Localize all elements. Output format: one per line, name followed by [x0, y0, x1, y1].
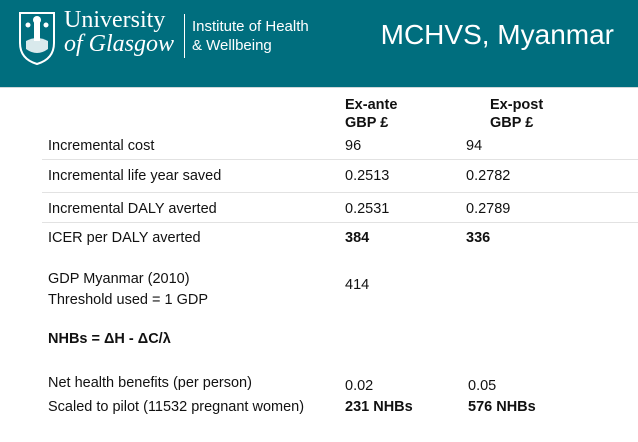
row-label-incremental-cost: Incremental cost [48, 138, 155, 154]
row-divider [42, 159, 638, 160]
header-divider [0, 87, 638, 88]
ex-post-net-health-benefits: 0.05 [468, 378, 497, 394]
ex-post-scaled-to-pilot: 576 NHBs [468, 399, 536, 415]
university-name-line2: of Glasgow [64, 31, 175, 57]
logo-divider [184, 14, 185, 58]
row-label-scaled-to-pilot: Scaled to pilot (11532 pregnant women) [48, 399, 305, 415]
row-label-life-year-saved: Incremental life year saved [48, 168, 222, 184]
ex-ante-net-health-benefits: 0.02 [345, 378, 374, 394]
row-label-icer: ICER per DALY averted [48, 230, 201, 246]
ex-ante-header-line2: GBP £ [345, 115, 389, 131]
ex-ante-incremental-cost: 96 [345, 138, 362, 154]
row-divider [42, 192, 638, 193]
row-label-net-health-benefits: Net health benefits (per person) [48, 375, 252, 391]
threshold-label: Threshold used = 1 GDP [48, 292, 208, 308]
row-label-daly-averted: Incremental DALY averted [48, 201, 217, 217]
slide-header [0, 0, 638, 87]
ex-post-daly-averted: 0.2789 [466, 201, 511, 217]
ex-ante-header-line1: Ex-ante [345, 97, 398, 113]
ex-post-life-year-saved: 0.2782 [466, 168, 511, 184]
ex-post-header-line1: Ex-post [490, 97, 544, 113]
ex-ante-daly-averted: 0.2531 [345, 201, 390, 217]
institute-name-line2: & Wellbeing [192, 37, 272, 54]
university-name-line1: University [64, 7, 166, 33]
nhb-formula: NHBs = ΔH - ΔC/λ [48, 331, 171, 347]
gdp-label: GDP Myanmar (2010) [48, 271, 190, 287]
slide-title: MCHVS, Myanmar [380, 19, 614, 50]
shield-icon [18, 11, 56, 65]
ex-ante-scaled-to-pilot: 231 NHBs [345, 399, 413, 415]
ex-ante-icer: 384 [345, 230, 370, 246]
ex-ante-life-year-saved: 0.2513 [345, 168, 390, 184]
row-divider [42, 222, 638, 223]
ex-post-icer: 336 [466, 230, 491, 246]
university-logo [10, 6, 345, 78]
institute-name-line1: Institute of Health [192, 18, 309, 35]
gdp-value: 414 [345, 277, 370, 293]
ex-post-header-line2: GBP £ [490, 115, 534, 131]
ex-post-incremental-cost: 94 [466, 138, 483, 154]
